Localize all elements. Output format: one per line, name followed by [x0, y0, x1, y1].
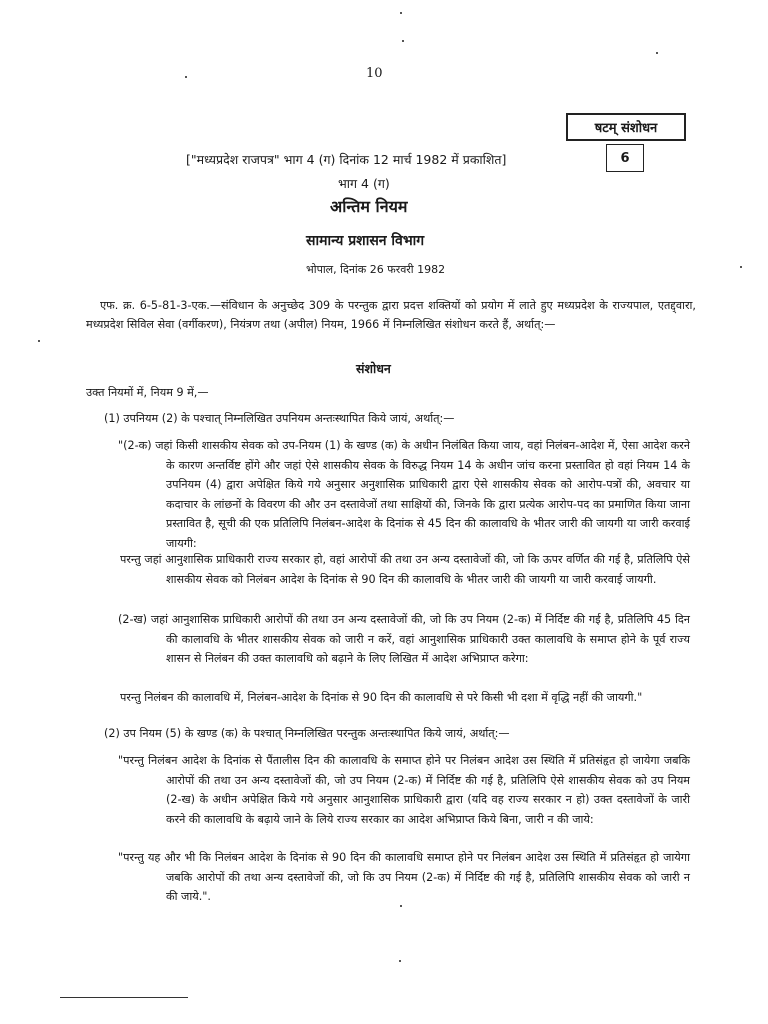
part-label: भाग 4 (ग) — [338, 176, 390, 191]
amendment-heading: संशोधन — [356, 361, 391, 376]
department-name: सामान्य प्रशासन विभाग — [306, 233, 425, 249]
scan-speck — [740, 266, 742, 268]
subrule-2kha: (2-ख) जहां आनुशासिक प्राधिकारी आरोपों की तथा उन अन्य दस्तावेजों की, जो कि उप नियम (2-क) में निर्दिष्ट की गई है, प्रतिलिपि 45 दिन की कालावधि के भीतर शासकीय सेवक को जारी न करें, वहां आनुशासिक प्राधिकारी उक्त कालावधि के समाप्त होने के पूर्व राज्य शासन से निलंबन की उक्त कालावधि को बढ़ाने के लिए लिखित में आदेश अभिप्राप्त करेगा: — [118, 613, 690, 665]
amendment-label-box: षटम् संशोधन — [566, 113, 686, 141]
proviso-4: "परन्तु यह और भी कि निलंबन आदेश के दिनांक से 90 दिन की कालावधि समाप्त होने पर निलंबन आदेश उस स्थिति में प्रतिसंहृत हो जायेगा जबकि आरोपों की तथा अन्य दस्तावेजों की, जो कि उप नियम (2-क) में निर्दिष्ट की गई है, प्रतिलिपि शासकीय सेवक को जारी न की जाये.". — [118, 851, 690, 903]
scan-speck — [38, 340, 40, 342]
footnote-rule — [60, 997, 188, 998]
proviso-3: "परन्तु निलंबन आदेश के दिनांक से पैंतालीस दिन की कालावधि के समाप्त होने पर निलंबन आदेश उस स्थिति में प्रतिसंहृत हो जायेगा जबकि आरोपों की तथा उन अन्य दस्तावेजों की, जो उप नियम (2-क) में निर्दिष्ट की गई है, प्रतिलिपि ऐसे शासकीय सेवक को उप नियम (2-ख) के अधीन अपेक्षित किये गये अनुसार आनुशासिक प्राधिकारी द्वारा (यदि वह राज्य सरकार न हो) उक्त दस्तावेजों के जारी करने की कालावधि के बढ़ाये जाने के लिये राज्य सरकार का आदेश अभिप्राप्त किये बिना, जारी न की जाये: — [118, 754, 690, 826]
clause-1: (1) उपनियम (2) के पश्चात् निम्नलिखित उपनियम अन्तःस्थापित किये जायं, अर्थात्:— — [104, 412, 455, 425]
subrule-2ka: "(2-क) जहां किसी शासकीय सेवक को उप-नियम (1) के खण्ड (क) के अधीन निलंबित किया जाय, वहां निलंबन-आदेश में, ऐसा आदेश करने के कारण अन्तर्विष्ट होंगे और जहां ऐसे शासकीय सेवक के विरुद्ध नियम 14 के अधीन जांच करना प्रस्तावित हो वहां नियम 14 के उपनियम (4) द्वारा अपेक्षित किये गये अनुसार अनुशासिक प्राधिकारी द्वारा ऐसे शासकीय सेवक को आरोप-पत्रों की, अवचार या कदाचार के लांछनों के विवरण की और उन दस्तावेजों तथा साक्षियों की, जिनके कि द्वारा प्रत्येक आरोप-पद का प्रमाणित किया जाना प्रस्तावित है, सूची की एक प्रतिलिपि निलंबन-आदेश के दिनांक से 45 दिन की कालावधि के भीतर जारी की जायगी या जारी करवाई जायगी: — [118, 439, 690, 550]
amendment-number-box: 6 — [606, 144, 644, 172]
proviso-2: परन्तु निलंबन की कालावधि में, निलंबन-आदेश के दिनांक से 90 दिन की कालावधि से परे किसी भी दशा में वृद्धि नहीं की जायगी." — [120, 691, 643, 704]
scan-speck — [400, 12, 402, 14]
intro-line: उक्त नियमों में, नियम 9 में,— — [86, 386, 209, 399]
scan-speck — [185, 76, 187, 78]
proviso-1: परन्तु जहां आनुशासिक प्राधिकारी राज्य सरकार हो, वहां आरोपों की तथा उन अन्य दस्तावेजों की, जो कि ऊपर वर्णित की गई है, प्रतिलिपि ऐसे शासकीय सेवक को निलंबन आदेश के दिनांक से 90 दिन की कालावधि के भीतर जारी की जायगी या जारी करवाई जायगी. — [120, 553, 690, 586]
preamble-paragraph: एफ. क्र. 6-5-81-3-एक.—संविधान के अनुच्छेद 309 के परन्तुक द्वारा प्रदत्त शक्तियों को प्रयोग में लाते हुए मध्यप्रदेश के राज्यपाल, एतद्द्वारा, मध्यप्रदेश सिविल सेवा (वर्गीकरण), नियंत्रण तथा (अपील) नियम, 1966 में निम्नलिखित संशोधन करते हैं, अर्थात्:— — [86, 299, 696, 331]
scan-speck — [400, 905, 402, 907]
document-title: अन्तिम नियम — [330, 197, 408, 216]
clause-2: (2) उप नियम (5) के खण्ड (क) के पश्चात् निम्नलिखित परन्तुक अन्तःस्थापित किये जायं, अर्थात्:— — [104, 727, 510, 740]
dateline: भोपाल, दिनांक 26 फरवरी 1982 — [306, 263, 446, 276]
scan-speck — [399, 960, 401, 962]
scan-speck — [656, 52, 658, 54]
page-number: 10 — [366, 66, 383, 81]
gazette-reference: ["मध्यप्रदेश राजपत्र" भाग 4 (ग) दिनांक 12 मार्च 1982 में प्रकाशित] — [186, 152, 507, 167]
scan-speck — [402, 40, 404, 42]
